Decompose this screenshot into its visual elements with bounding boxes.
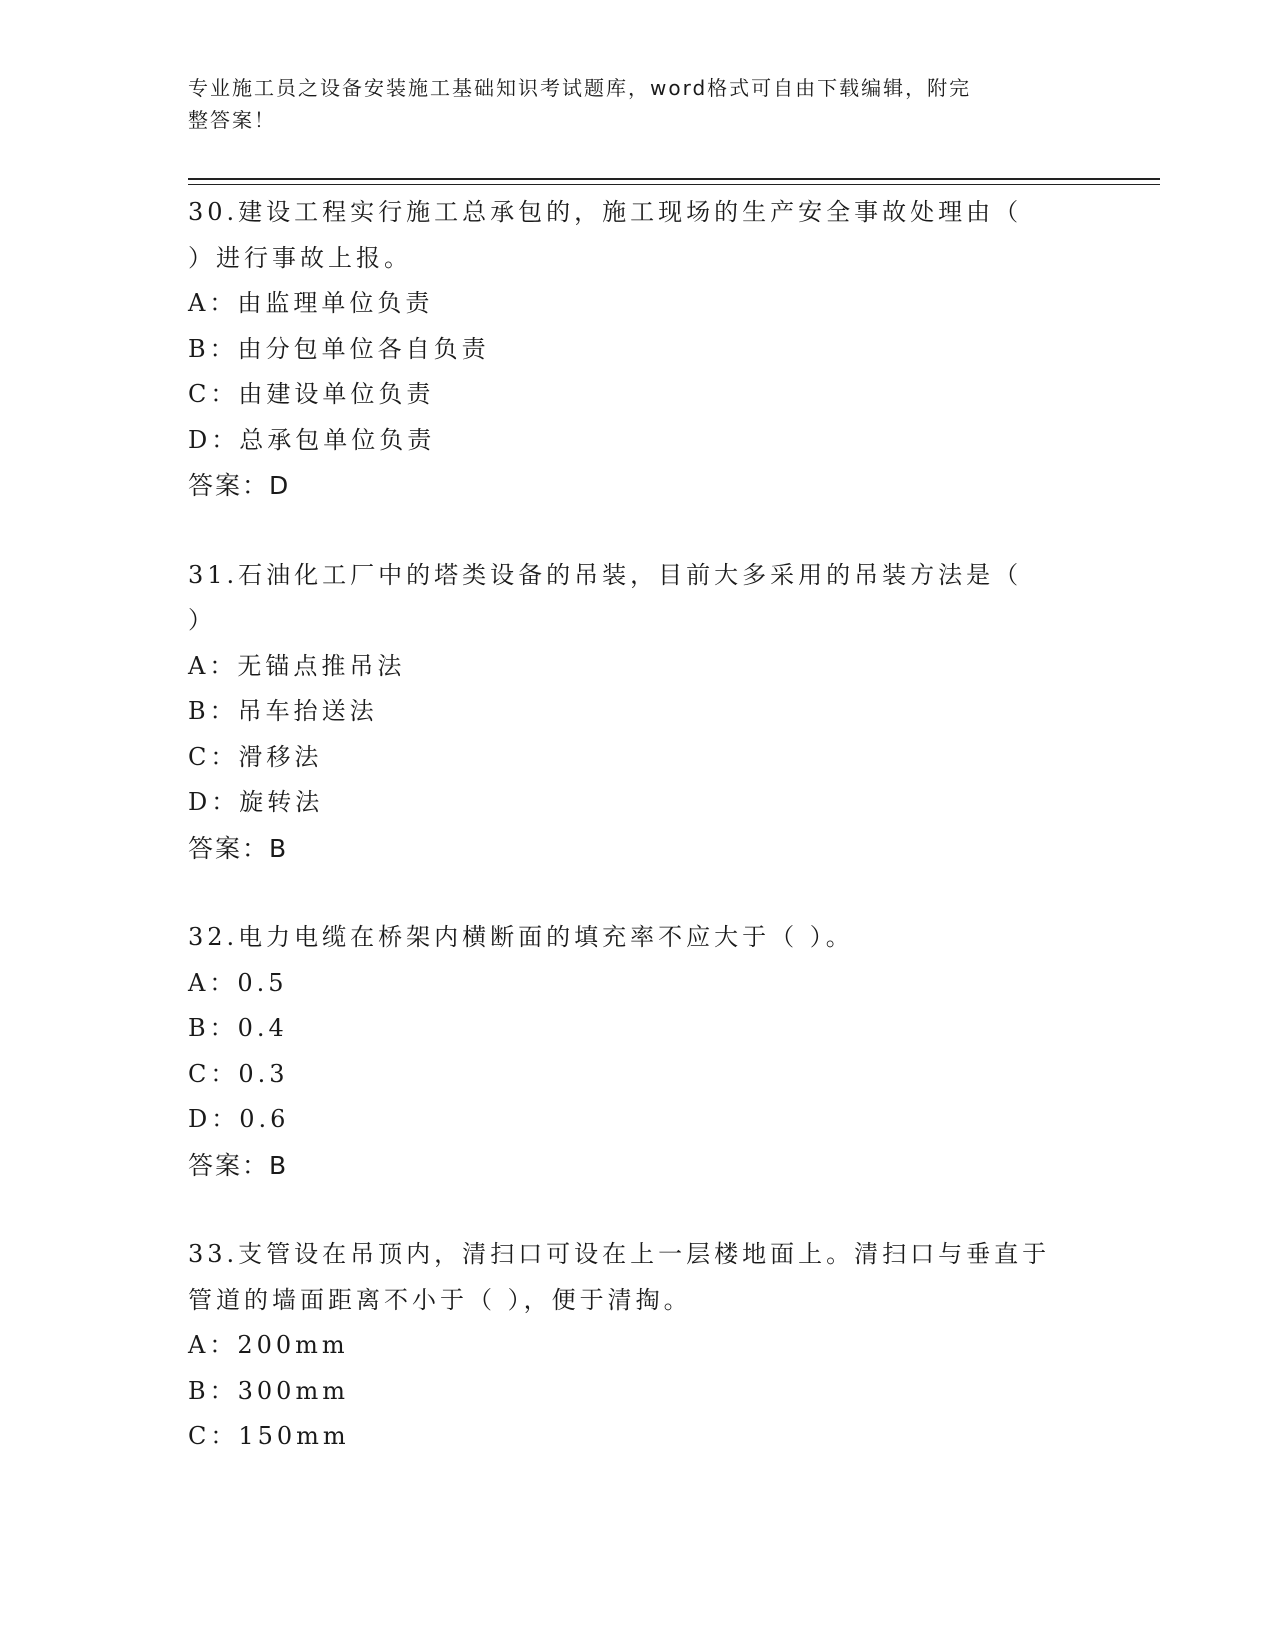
option-a: A：由监理单位负责	[188, 289, 434, 317]
answer-line: 答案：B	[188, 833, 289, 863]
option-c: C：滑移法	[188, 742, 323, 771]
question-list	[188, 190, 1088, 1504]
option-a: A：200mm	[188, 1331, 349, 1359]
question-32	[188, 915, 1088, 1188]
option-a: A：无锚点推吊法	[188, 651, 406, 680]
option-c: C：150mm	[188, 1422, 350, 1450]
option-d: D：0.6	[188, 1105, 290, 1133]
answer-line: 答案：B	[188, 1150, 289, 1180]
option-b: B：0.4	[188, 1014, 288, 1042]
question-33	[188, 1232, 1088, 1460]
document-header	[188, 72, 1068, 136]
question-30	[188, 190, 1088, 509]
option-c: C：由建设单位负责	[188, 380, 435, 408]
option-d: D：旋转法	[188, 788, 324, 816]
question-stem-line: 33.支管设在吊顶内，清扫口可设在上一层楼地面上。清扫口与垂直于	[188, 1240, 1051, 1268]
question-stem-line: ）进行事故上报。	[188, 243, 412, 272]
question-stem-line: 31.石油化工厂中的塔类设备的吊装，目前大多采用的吊装方法是（	[188, 560, 1023, 589]
option-b: B：300mm	[188, 1376, 349, 1405]
option-b: B：吊车抬送法	[188, 697, 378, 725]
header-divider-thin	[188, 184, 1160, 185]
header-line-1: 专业施工员之设备安装施工基础知识考试题库，word格式可自由下载编辑，附完	[188, 76, 972, 100]
answer-line: 答案：D	[188, 471, 291, 500]
option-a: A：0.5	[188, 968, 288, 997]
question-stem-line: ）	[188, 606, 216, 634]
header-line-2: 整答案！	[188, 108, 276, 132]
header-divider-thick	[188, 178, 1160, 180]
option-c: C：0.3	[188, 1059, 289, 1088]
option-b: B：由分包单位各自负责	[188, 334, 490, 363]
option-d: D：总承包单位负责	[188, 425, 436, 454]
question-stem-line: 管道的墙面距离不小于（ ），便于清掏。	[188, 1285, 692, 1314]
question-stem-line: 30.建设工程实行施工总承包的，施工现场的生产安全事故处理由（	[188, 198, 1023, 226]
question-stem-line: 32.电力电缆在桥架内横断面的填充率不应大于（ ）。	[188, 923, 854, 951]
question-31	[188, 553, 1088, 872]
